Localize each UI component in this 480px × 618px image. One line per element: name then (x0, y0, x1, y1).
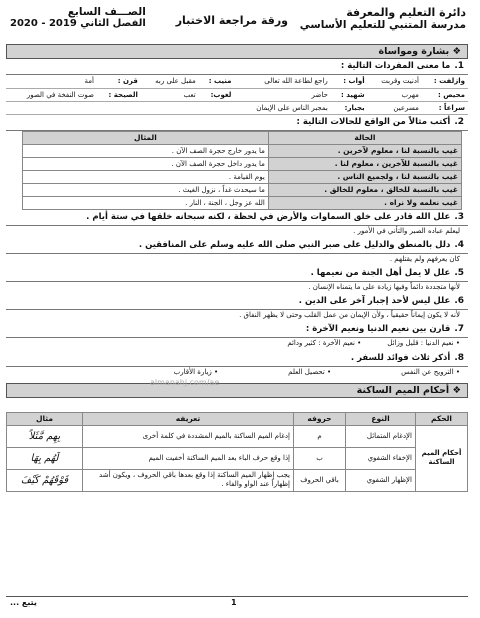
section-title: أحكام الميم الساكنة (356, 384, 450, 396)
term-label: الفصل الثاني 2019 - 2020 (10, 18, 146, 29)
state-cell: غيب بالنسبة لنا ، ولجميع الناس . (268, 170, 461, 183)
vocab-word: الصيحة : (97, 88, 141, 101)
question-text: أكتب مثالاً من الواقع للحالات التالية : (296, 116, 451, 127)
answer-6: لأنه لا يكون إيماناً حقيقياً ، ولأن الإيمان من عمل القلب وحتى لا يظهر النفاق . (239, 310, 460, 319)
definition-cell: إدغام الميم الساكنة بالميم المشددة في كلمة أخرى (83, 425, 294, 447)
letters-cell: ب (294, 447, 346, 469)
table-row (6, 88, 468, 101)
question-number: 2. (454, 116, 464, 127)
question-text: ما معنى المفردات التالية : (340, 61, 451, 71)
table-row (23, 196, 462, 209)
state-cell: غيب بالنسبة لنا ، معلوم لآخرين . (268, 144, 461, 157)
question-text: قارن بين نعيم الدنيا ونعيم الآخرة : (305, 323, 451, 334)
vocabulary-table (6, 75, 468, 115)
question-number: 7. (454, 323, 464, 334)
vocab-word: بجبار: (331, 101, 368, 114)
question-text: دلل بالمنطق والدليل على صبر النبي صلى الله عليه وسلم على المنافقين . (138, 239, 451, 250)
answer-4: كان يعرفهم ولم يقتلهم . (389, 254, 460, 263)
table-row (23, 170, 462, 183)
vocab-word: قرن : (97, 75, 141, 88)
mim-rules-table (6, 412, 468, 492)
table-row (23, 157, 462, 170)
list-item: • نعيم الآخرة : كثير ودائم (287, 339, 361, 350)
vocab-meaning: مقبل على ربه (141, 75, 199, 88)
list-item: • الترويح عن النفس (401, 368, 460, 379)
cases-table (22, 131, 462, 210)
question-5 (6, 266, 468, 282)
school-name: مدرسة المتنبي للتعليم الأساسي (299, 19, 466, 31)
question-text: علل لا يمل أهل الجنة من نعيمها . (310, 267, 451, 278)
type-cell: الإظهار الشفوي (346, 469, 416, 491)
header-school-block (300, 6, 466, 31)
definition-cell: إذا وقع حرف الباء بعد الميم الساكنة أخفيت الميم (83, 447, 294, 469)
list-item: • زيارة الأقارب (174, 368, 218, 379)
rule-name-cell: أحكام الميم الساكنة (416, 425, 468, 491)
header (6, 4, 468, 44)
vocab-word: محيص : (422, 88, 468, 101)
column-header: مثال (7, 412, 83, 425)
empty-cell (6, 101, 234, 114)
question-8 (6, 351, 468, 367)
answer-8 (6, 367, 468, 380)
question-number: 5. (454, 267, 464, 278)
watermark-text: almanahj.com/ae (150, 378, 220, 387)
state-cell: غيب بالنسبة للآخرين ، معلوم لنا . (268, 157, 461, 170)
question-3 (6, 210, 468, 226)
table-row (7, 469, 468, 491)
section-title-bar (6, 44, 468, 59)
vocab-meaning: مهرب (368, 88, 422, 101)
question-7 (6, 322, 468, 338)
vocab-word: منيب : (199, 75, 235, 88)
definition-cell: يجب إظهار الميم الساكنة إذا وقع بعدها باقي الحروف ، ويكون أشد إظهاراً عند الواو والفاء . (83, 469, 294, 491)
table-row (6, 101, 468, 114)
letters-cell: باقي الحروف (294, 469, 346, 491)
column-header: النوع (346, 412, 416, 425)
vocab-meaning: حاضر (234, 88, 330, 101)
vocab-meaning: أمة (6, 75, 97, 88)
table-header-row (7, 412, 468, 425)
question-number: 3. (454, 211, 464, 222)
question-number: 4. (454, 239, 464, 250)
vocab-word: وازلفت : (422, 75, 468, 88)
column-header-example: المثال (23, 131, 269, 144)
question-text: أذكر ثلاث فوائد للسفر . (350, 352, 451, 363)
state-cell: غيب بالنسبة للخالق ، معلوم للخالق . (268, 183, 461, 196)
answer-7 (6, 338, 468, 351)
example-cell: يوم القيامة . (23, 170, 269, 183)
example-cell: ما يدور داخل حجرة الصف الآن . (23, 157, 269, 170)
question-6 (6, 294, 468, 310)
question-2 (6, 115, 468, 131)
question-text: علل ليس لأحد إجبار آخر على الدين . (298, 295, 451, 306)
vocab-meaning: راجع لطاعة الله تعالى (234, 75, 330, 88)
vocab-meaning: أدنيت وقربت (368, 75, 422, 88)
example-cell: ما سيحدث غداً ، نزول الغيث . (23, 183, 269, 196)
answer-3: ليعلم عباده الصبر والتأني في الأمور . (353, 226, 460, 235)
example-cell: بِهِم مَّثَلاً (7, 425, 83, 447)
example-cell: لَهُم بِهَا (7, 447, 83, 469)
page-number: 1 (231, 598, 237, 607)
diamond-icon: ❖ (449, 46, 461, 57)
question-4 (6, 238, 468, 254)
table-row (7, 447, 468, 469)
vocab-meaning: تعب (141, 88, 199, 101)
example-cell: الله عز وجل ، الجنة ، النار . (23, 196, 269, 209)
type-cell: الإدغام المتماثل (346, 425, 416, 447)
vocab-word: أواب : (331, 75, 368, 88)
column-header: الحكم (416, 412, 468, 425)
question-number: 8. (454, 352, 464, 363)
letters-cell: م (294, 425, 346, 447)
table-row (6, 75, 468, 88)
question-number: 6. (454, 295, 464, 306)
vocab-word: شهيد : (331, 88, 368, 101)
page-footer (6, 596, 468, 610)
vocab-word: سراعاً : (422, 101, 468, 114)
header-grade-block (10, 6, 146, 29)
question-1 (6, 59, 468, 75)
state-cell: غيب نعلمه ولا نراه . (268, 196, 461, 209)
vocab-meaning: بمجبر الناس على الإيمان (234, 101, 330, 114)
diamond-icon: ❖ (449, 384, 461, 396)
column-header-state: الحالة (268, 131, 461, 144)
worksheet-page (6, 4, 468, 610)
question-number: 1. (454, 61, 464, 71)
table-header-row (23, 131, 462, 144)
section-title-bar (6, 383, 468, 398)
type-cell: الإخفاء الشفوي (346, 447, 416, 469)
table-row (23, 144, 462, 157)
table-row (7, 425, 468, 447)
vocab-meaning: صوت النفخة في الصور (6, 88, 97, 101)
section-title: بشارة ومواساة (378, 46, 450, 57)
answer-5: لأنها متجددة دائماً وفيها زيادة على ما يتمناه الإنسان . (308, 282, 460, 291)
continue-label: يتبع ... (10, 598, 37, 607)
grade-label: الصـــف السابع (67, 6, 146, 18)
example-cell: فَوْقَهُمْ كَيْفَ (7, 469, 83, 491)
department-name: دائرة التعليم والمعرفة (346, 6, 466, 19)
worksheet-title: ورقة مراجعة الاختبار (175, 14, 288, 27)
vocab-word: لغوب: (199, 88, 235, 101)
example-cell: ما يدور خارج حجرة الصف الآن . (23, 144, 269, 157)
list-item: • تحصيل العلم (288, 368, 331, 379)
vocab-meaning: مسرعين (368, 101, 422, 114)
column-header: تعريفه (83, 412, 294, 425)
list-item: • نعيم الدنيا : قليل وزائل (387, 339, 460, 350)
table-row (23, 183, 462, 196)
column-header: حروفه (294, 412, 346, 425)
question-text: علل الله قادر على خلق السماوات والأرض في لحظة ، لكنه سبحانه خلقها في ستة أيام . (86, 211, 451, 222)
